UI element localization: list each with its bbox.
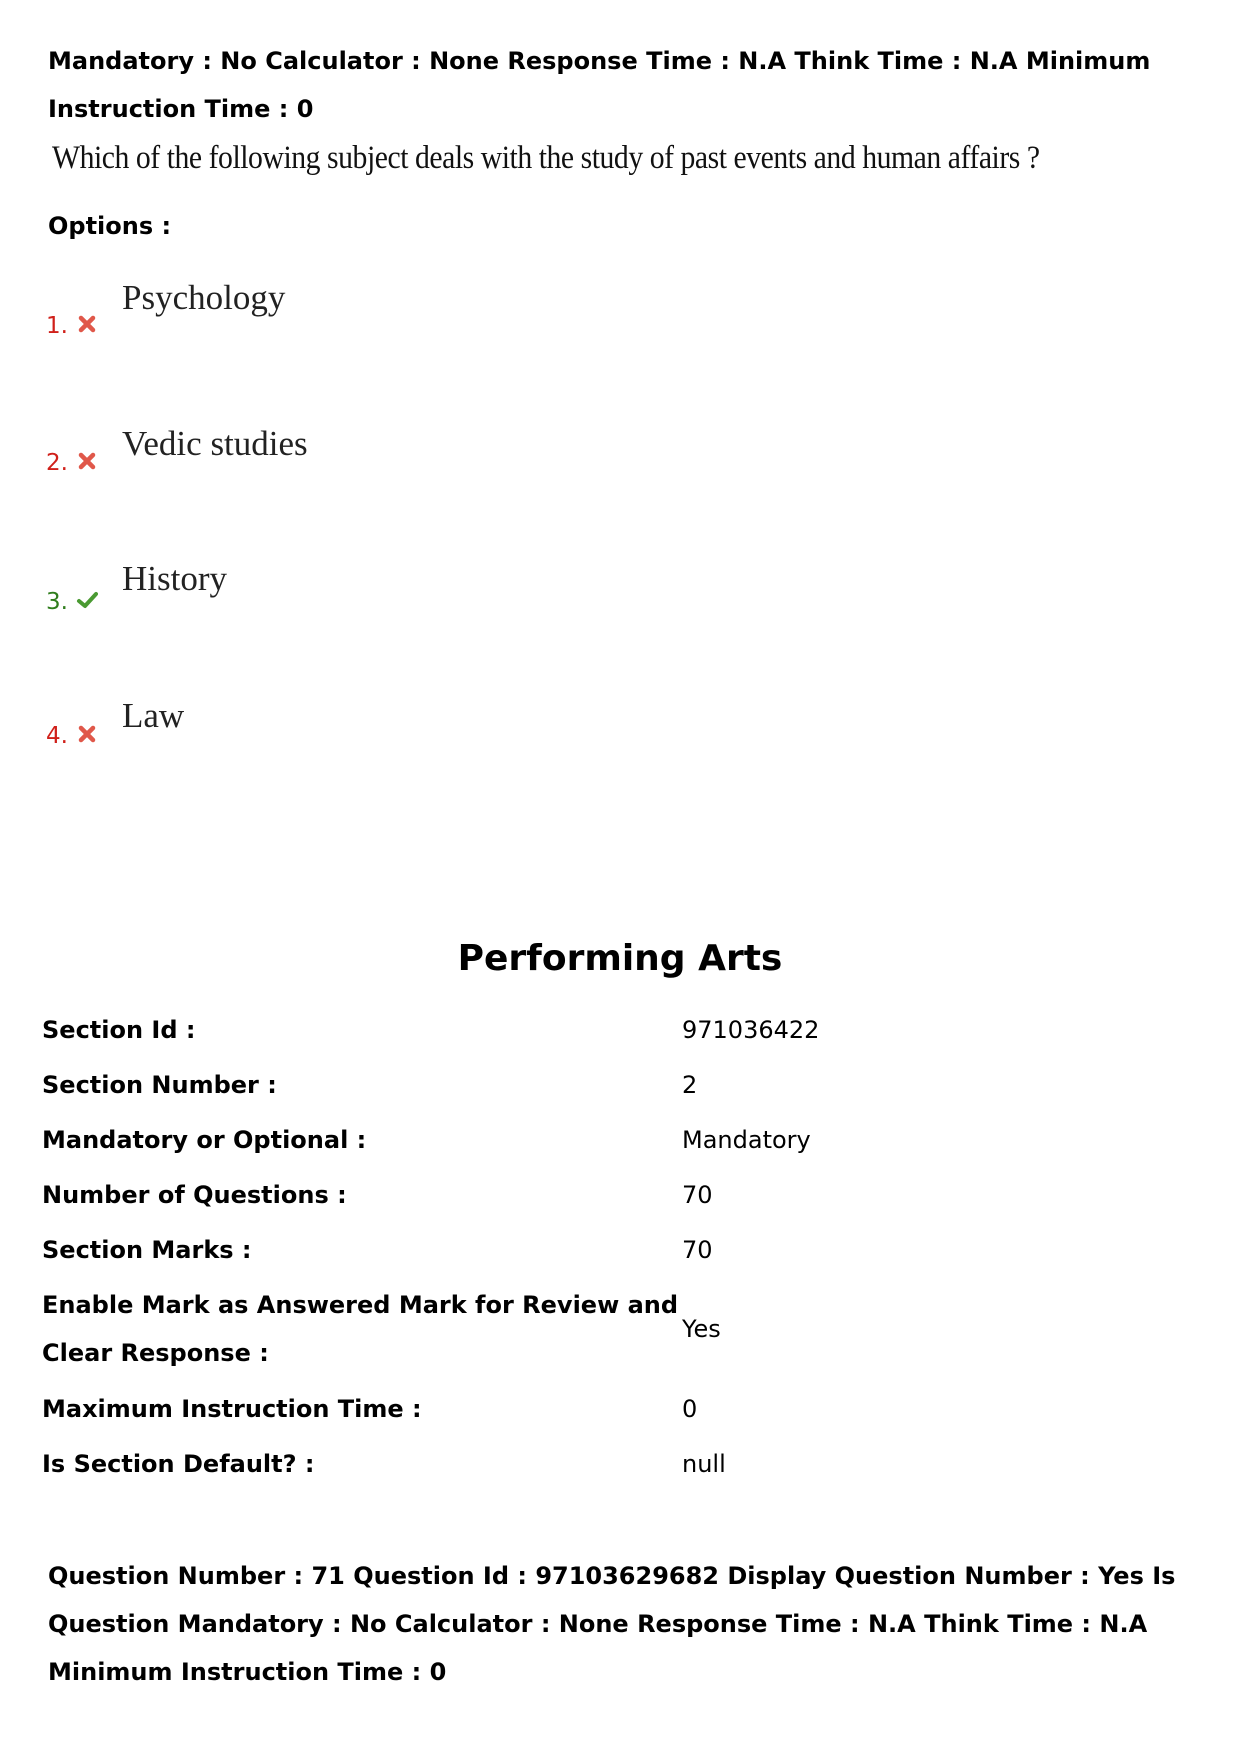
option-text: Law [122, 696, 185, 735]
cross-icon [76, 450, 98, 472]
row-label: Section Number : [42, 1070, 277, 1099]
option-1 [46, 270, 646, 340]
option-number: 4. [46, 723, 68, 749]
option-3 [46, 553, 646, 623]
option-text: Psychology [122, 278, 286, 317]
table-row [42, 1277, 1202, 1381]
table-row [42, 1057, 1202, 1112]
row-label: Enable Mark as Answered Mark for Review and Clear Response : [42, 1291, 679, 1367]
table-row [42, 1381, 1202, 1436]
row-value: 70 [682, 1180, 713, 1209]
option-number: 1. [46, 313, 68, 339]
row-label: Section Marks : [42, 1235, 252, 1264]
row-label: Number of Questions : [42, 1180, 347, 1209]
table-row [42, 1222, 1202, 1277]
option-number: 2. [46, 450, 68, 476]
option-2 [46, 415, 646, 485]
row-value: Mandatory [682, 1125, 811, 1154]
question-meta-header: Mandatory : No Calculator : None Response Time : N.A Think Time : N.A Minimum Instruction Time : 0 [48, 47, 1151, 123]
row-label: Maximum Instruction Time : [42, 1394, 422, 1423]
row-value: Yes [682, 1315, 721, 1343]
table-row [42, 1112, 1202, 1167]
table-row [42, 1436, 1202, 1491]
cross-icon [76, 313, 98, 335]
option-number: 3. [46, 589, 68, 615]
table-row [42, 1002, 1202, 1057]
question-text: Which of the following subject deals with the study of past events and human affairs ? [52, 140, 1040, 176]
row-label: Is Section Default? : [42, 1449, 315, 1478]
option-text: History [122, 559, 227, 598]
section-info-table [42, 1002, 1202, 1491]
table-row [42, 1167, 1202, 1222]
row-value: null [682, 1449, 726, 1478]
next-question-meta: Question Number : 71 Question Id : 97103629682 Display Question Number : Yes Is Question Mandatory : No Calculator : None Response Time : N.A Think Time : N.A Minimum Instruction Time : 0 [48, 1562, 1176, 1686]
options-label: Options : [48, 212, 172, 240]
row-label: Mandatory or Optional : [42, 1125, 367, 1154]
option-text: Vedic studies [122, 424, 308, 463]
check-icon [76, 589, 98, 611]
row-value: 2 [682, 1070, 698, 1099]
row-value: 971036422 [682, 1015, 820, 1044]
section-title: Performing Arts [457, 938, 783, 979]
option-4 [46, 690, 646, 760]
row-label: Section Id : [42, 1015, 196, 1044]
row-value: 70 [682, 1235, 713, 1264]
cross-icon [76, 723, 98, 745]
row-value: 0 [682, 1394, 698, 1423]
